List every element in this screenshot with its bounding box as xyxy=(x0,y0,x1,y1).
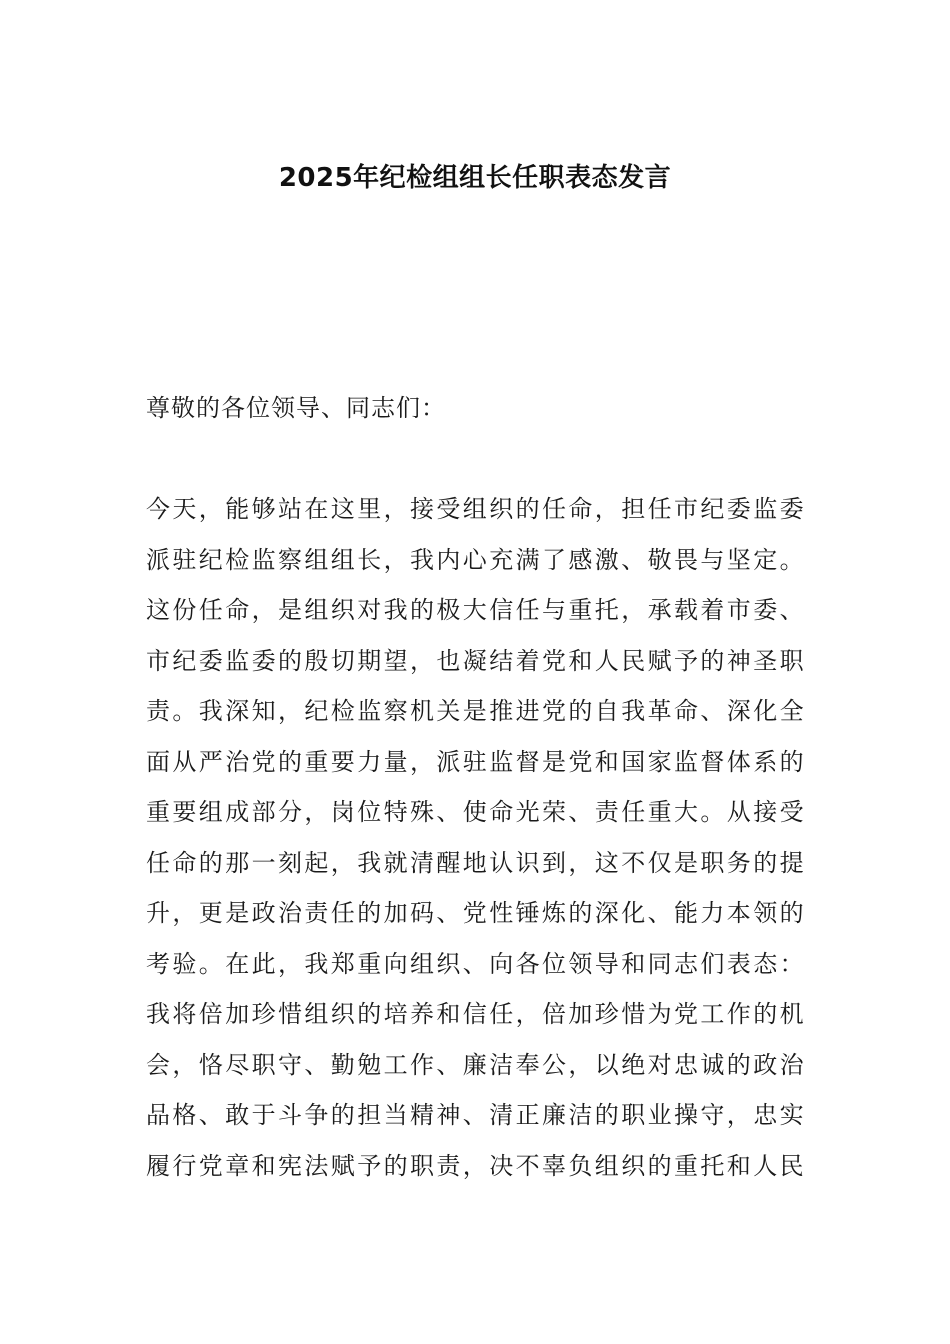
body-line: 任命的那一刻起，我就清醒地认识到，这不仅是职务的提 xyxy=(146,848,806,877)
body-line: 我将倍加珍惜组织的培养和信任，倍加珍惜为党工作的机 xyxy=(146,1000,806,1028)
body-line: 考验。在此，我郑重向组织、向各位领导和同志们表态： xyxy=(146,949,806,978)
body-line: 升，更是政治责任的加码、党性锤炼的深化、能力本领的 xyxy=(146,899,806,927)
body-line: 面从严治党的重要力量，派驻监督是党和国家监督体系的 xyxy=(146,747,806,776)
body-line: 这份任命，是组织对我的极大信任与重托，承载着市委、 xyxy=(146,596,806,624)
body-line: 重要组成部分，岗位特殊、使命光荣、责任重大。从接受 xyxy=(146,798,806,826)
document-title: 2025年纪检组组长任职表态发言 xyxy=(278,163,672,193)
body-line: 今天，能够站在这里，接受组织的任命，担任市纪委监委 xyxy=(146,495,806,523)
body-line: 责。我深知，纪检监察机关是推进党的自我革命、深化全 xyxy=(146,697,806,725)
body-line: 派驻纪检监察组组长，我内心充满了感激、敬畏与坚定。 xyxy=(146,545,806,574)
body-paragraph xyxy=(146,484,806,1191)
body-line: 品格、敢于斗争的担当精神、清正廉洁的职业操守，忠实 xyxy=(146,1101,806,1129)
salutation: 尊敬的各位领导、同志们： xyxy=(146,394,446,422)
body-line: 会，恪尽职守、勤勉工作、廉洁奉公，以绝对忠诚的政治 xyxy=(146,1050,806,1079)
body-line: 履行党章和宪法赋予的职责，决不辜负组织的重托和人民 xyxy=(146,1151,806,1180)
body-line: 市纪委监委的殷切期望，也凝结着党和人民赋予的神圣职 xyxy=(146,646,806,675)
